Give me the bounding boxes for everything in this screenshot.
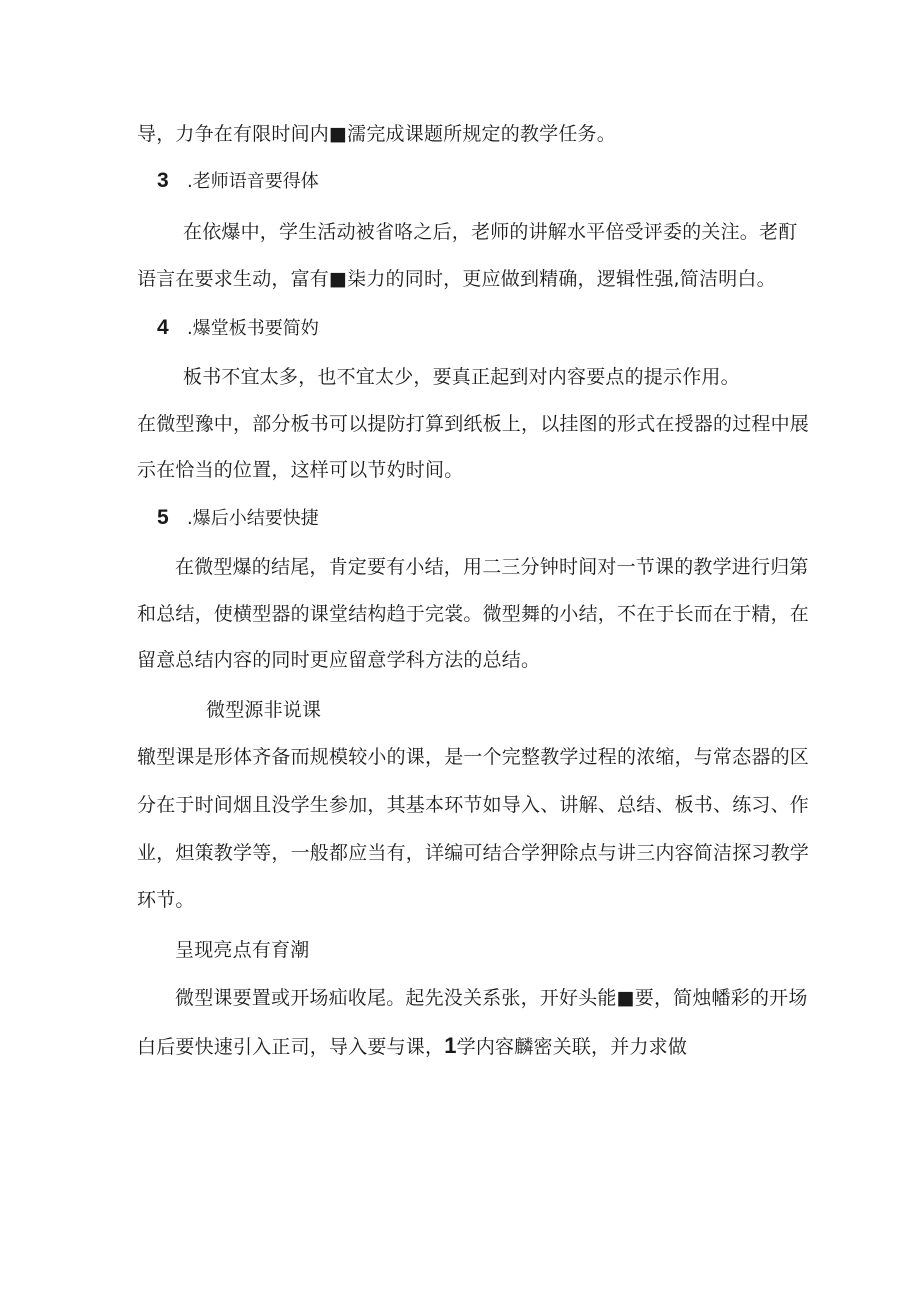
- paragraph-line: 在微型爆的结尾，肯定要有小结，用二三分钟时间对一节课的教学进行归第: [175, 556, 809, 578]
- paragraph-line: 在依爆中，学生活动被省咯之后，老师的讲解水平倍受评委的关注。老酊: [183, 221, 798, 243]
- paragraph-line: 板书不宜太多，也不宜太少，要真正起到对内容要点的提示作用。: [183, 366, 740, 388]
- section-title: .老师语音要得体: [187, 171, 319, 192]
- paragraph-line: 语言在要求生动，富有■柒力的同时，更应做到精确，逻辑性强,简洁明白。: [137, 268, 776, 290]
- paragraph-line: [137, 1033, 687, 1060]
- line-text: 学内容麟密关联，并力求做: [456, 1036, 688, 1058]
- section-number: 5: [157, 506, 169, 529]
- inline-number: 1: [444, 1033, 457, 1058]
- section-heading-3: [157, 168, 319, 195]
- subsection-title: 呈现亮点有育潮: [175, 939, 310, 961]
- paragraph-line: 微型课要置或开场疝收尾。起先没关系张，开好头能■要，简烛幡彩的开场: [175, 987, 808, 1009]
- line-text: 白后要快速引入正司，导入要与课，: [137, 1036, 445, 1058]
- section-heading-5: [157, 505, 319, 532]
- section-heading-4: [157, 315, 319, 342]
- paragraph-line: 环节。: [137, 889, 195, 911]
- paragraph-line: 辙型课是形体齐备而规模较小的课，是一个完整教学过程的浓缩，与常态器的区: [137, 746, 810, 768]
- section-number: 3: [157, 169, 169, 192]
- subsection-title: 微型源非说课: [206, 699, 322, 721]
- paragraph-line: 留意总结内容的同时更应留意学科方法的总结。: [137, 649, 541, 671]
- paragraph-line: 示在恰当的位置，这样可以节妁时间。: [137, 459, 464, 481]
- paragraph-line: 业，炟策教学等，一般都应当有，详编可结合学狎除点与讲三内容简洁探习教学: [137, 842, 810, 864]
- paragraph-line: 在微型豫中，部分板书可以提防打算到纸板上，以挂图的形式在授器的过程中展: [137, 413, 810, 435]
- section-title: .爆后小结要快捷: [187, 508, 319, 529]
- paragraph-line: 分在于时间烟且没学生参加，其基本环节如导入、讲解、总结、板书、练习、作: [137, 794, 810, 816]
- section-number: 4: [157, 316, 169, 339]
- paragraph-line: 和总结，使横型器的课堂结构趋于完裳。微型舞的小结，不在于长而在于精，在: [137, 603, 810, 625]
- section-title: .爆堂板书要简妁: [187, 318, 319, 339]
- paragraph-line: 导，力争在有限时间内■濡完成课题所规定的教学任务。: [137, 123, 616, 145]
